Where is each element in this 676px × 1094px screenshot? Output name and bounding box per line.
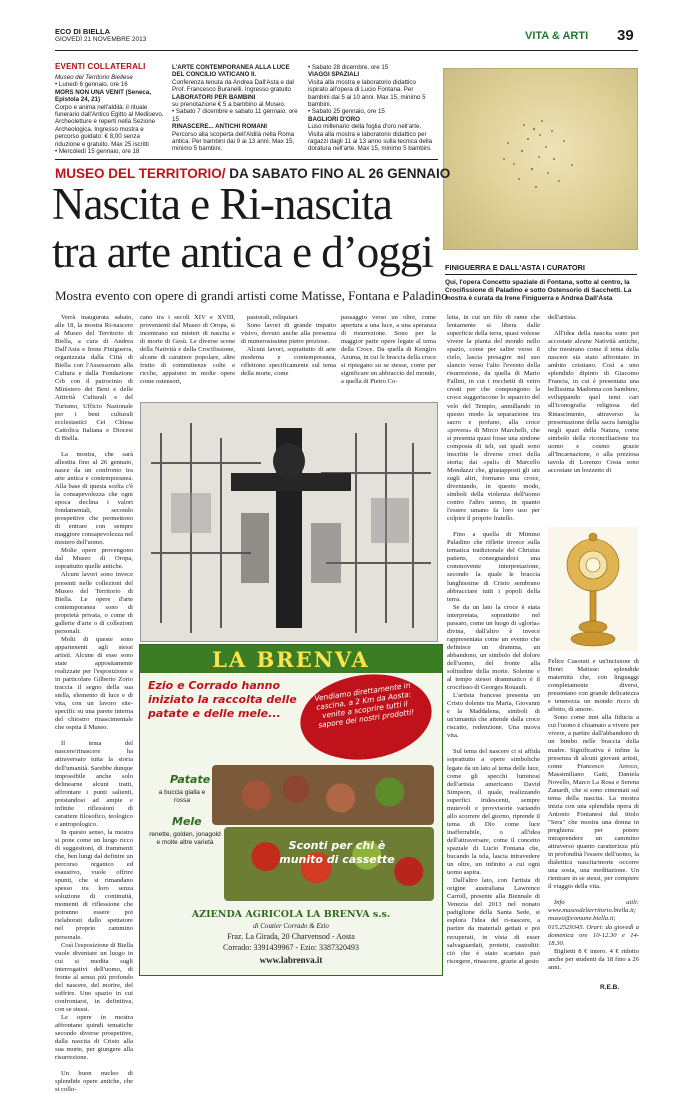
body-column-1: Verrà inaugurata sabato, alle 18, la mostra Ri-nascere al Museo del Territorio di Biella, a cura di Andrea Dall'Asta e Irene Finiguerra, organizzata dalla Città di Biella con l'Assessorato alla Cultura e dalla Fondazione Crb con il patrocinio di Ministero dei Beni e delle Attività Culturali e del Turismo, Ufficio Nazionale per i beni culturali ecclesiastici Cei Chiesa Cattolica Italiana e Diocesi di Biella. La mostra, che sarà allestita fino al 26 gennaio, nasce da un confronto tra arte antica e contemporanea. Alla base di questa scelta c'è la consapevolezza che ogni epoca declina i valori fondamentali, secondo prospettive che permettono di entrare con sempre maggiore consapevolezza nel mistero dell'uomo. Molte opere provengono dal Museo di Oropa, soprattutto quelle antiche. Alcuni lavori sono invece presenti nelle collezioni del Museo del Territorio di Biella. Le opere d'arte contemporanea sono di proprietà privata, o come di gallerie d'arte o di collezioni personali. Molti di queste sono appartenenti agli stessi artisti. Alcune di esse sono state appositamente realizzate per l'esposizione e in particolare Gilberto Zorio traccia il segno della sua stella, elemento di luce e di vita, con un lavoro site-specific su una parete interna del chiostro rinascimentale che ospita il Museo. Il tema del nascere/rinascere ha attraversato tutta la storia dell'umanità. Sarebbe dunque impossibile anche solo delinearne alcuni tratti, affrontare i punti salienti, prestandosi ad ampie e infinite riflessioni di carattere filosofico, teologico e antropologico. In questo senso, la mostra si pone come un luogo ricco di suggestioni, di frammenti che, ben lungi dal definire un percorso organico ed esaustivo, vuole offrire spunti, che si rimandano spesso tra loro senza soluzione di continuità, momenti di riflessione che potranno essere poi rielaborati dallo spettatore nel proprio cammino personale. Così l'esposizione di Biella vuole diventare un luogo in cui si medita sugli interrogativi dell'uomo, di fronte al senso più profondo del nascere, del morire, del soffrire. Uno spazio in cui confrontarsi, in definitiva, con se stessi. Le opere in mostra affrontano quindi tematiche secondo diverse prospettive, dalla nascita di Cristo alla sua morte, per giungere alla risurrezione. Un buon nucleo di splendide opere antiche, che si collo- [55,314,133,1094]
curators-title: FINIGUERRA E DALL'ASTA I CURATORI [445,263,585,272]
ad-potatoes-photo [212,765,434,825]
ad-mele-title: Mele [172,815,202,828]
events-column-3: • Sabato 28 dicembre, ore 15 VIAGGI SPAZIALI Visita alla mostra e laboratorio didattico ispirato all'opera di Lucio Fontana. Per bambini dai 5 ai 10 anni. Max 15, minimo 5 bambini. • Sabato 25 gennaio, ore 15 BAGLIORI D'ORO Luso millenario della foglia d'oro nell'arte. Visita alla mostra e laboratorio didattico per ragazzi dagli 11 ai 13 anno sulla tecnica della doratura nell'arte. Max 15, minimo 5 bambini. [308,64,433,153]
curators-rule [445,274,637,275]
ad-owners: di Coutier Corrado & Ezio [253,922,329,930]
ad-address: Fraz. La Girada, 20 Charvensod - Aosta [227,932,355,941]
ad-promo-bubble [295,666,437,768]
page-number: 39 [617,27,634,44]
ad-patate-text: a buccia gialla e rossa [158,789,206,804]
headline-line-2: tra arte antica e d’oggi [52,227,433,277]
body-column-3: pastorali, reliquiari. Sono lavori di grande impatto visivo, dovuto anche alla presenza di numerosissime pietre preziose. Alcuni lavori, soprattutto di arte moderna e contemporanea, riflettono specificamente sul tema della morte, come [241,314,336,378]
masthead [55,27,635,51]
section-title: VITA & ARTI [525,30,589,42]
body-column-6b: Felice Casorati e un'incisione di Henri Matisse: splendide maternità che, con linguaggi completamente diversi, presentano con grande delicatezza e tenerezza un mondo ricco di affetto, di amore. Sono come inni alla fiducia a cui l'uomo è chiamato a vivere per vivere, a partire dall'abbandono di un bimbo nelle braccia della madre. Significativa è infine la presenza di alcuni giovani artisti, come Francesco Arecco, Massimiliano Gatti, Daniela Novello, Marco La Rosa e Serena Zanardi, che si sono cimentati sul tema della nascita. La mostra inizia con una splendida opera di Antonio Fontanesi dal titolo "Sera" che mostra una donna in preghiera: per potere intraprendere un cammino attraverso quanto caratterizza più in profondità l'essere dell'uomo, la dialettica nascita/morte occorre una sosta, una meditazione. Un rientrare in se stessi, per compiere il viaggio della vita. Info utili: www.museodelterritorio.biella.it; museo@comune.biella.it; 015.2529345. Orari: da giovedì a domenica ore 10-12.30 e 14-18.30. Biglietti 8 € intero. 4 € ridotto anche per studenti da 18 fino a 26 anni. [548,658,639,971]
issue-date: GIOVEDÌ 21 NOVEMBRE 2013 [55,36,147,43]
paladino-crocifissione-image [140,402,438,642]
article-subtitle: Mostra evento con opere di grandi artisti come Matisse, Fontana e Paladino [55,288,448,303]
ostensorio-image [548,527,638,651]
ad-promo-text: Vendiamo direttamente in cascina, a 2 Km da Aosta: venite a scoprire tutti il sapore dei nostri prodotti! [313,680,415,730]
body-column-6: dell'artista. All'idea della nascita sono poi accostate alcune Natività antiche, che mostrano come il tema della nascere sia stato affrontato in ambito cristiano. Così a uno splendido dipinto di Giacomo Francia, in cui è presentata una bellissima Madonna con bambino, sviluppando quel temi cari all'iconografia religiosa del Rinascimento, attraverso la presentazione della sacra famiglia negli spazi della Natura, come simbolo della riconciliazione tra uomo e cosmo grazie all'Incarnazione, o alla preziosa tavola di Lorenzo Costa sono accostate un bozzetto di [548,314,639,474]
ad-mele-text: renette, golden, jonagold e molte altre varietà [149,831,221,846]
ad-company: AZIENDA AGRICOLA LA BRENVA s.s. [191,909,391,920]
body-column-2: cano tra i secoli XIV e XVIII, provenienti dal Museo di Oropa, si incentrano sui misteri di nascita e di morte di Gesù. Le diverse scene della Natività e della Crocifissione, alcune di carattere popolare, altre frutto di committenze colte e ricche, appaiono in molte opere come ostensori, [140,314,235,386]
ad-discount: Sconti per chi è munito di cassette [279,839,395,866]
header-rule [55,50,638,51]
events-rule [55,159,438,160]
events-column-2: L'ARTE CONTEMPORANEA ALLA LUCE DEL CONCILIO VATICANO II. Conferenza tenuta da Andrea Dall'Asta e dal Prof. Francesco Buranelli. Ingresso gratuito LABORATORI PER BAMBINI su prenotazione € 5 a bambino al Museo. • Sabato 7 dicembre e sabato 11 gennaio, ore 15 RINASCERE... ANTICHI ROMANI Percorso alla scoperta dell'Aldilà nella Roma antica. Per bambini dai 9 ai 13 anni. Max 15, minimo 5 bambini. [172,64,298,153]
ad-brand-banner [140,645,442,673]
ad-patate-title: Patate [170,773,211,786]
curators-text: Qui, l'opera Concetto spaziale di Fontana, sotto al centro, la Crocifissione di Paladino e sotto Ostensorio di Sacchetti. La mostra è curata da Irene Finiguerra e Andrea Dall'Asta [445,279,632,302]
events-column-1: Museo del Territorio Biellese • Lunedì 6 gennaio, ore 16 MORS NON UNA VENIT (Seneca, Epistola 24, 21) Corpo e anima nell'aldilà: il rituale funerario dall'Antico Egitto al Medioevo. Archeoletture e reperti nella Sezione Archeologica. Ingresso mostra e percorso guidato: € 8,00 senza riduzione e gratuito. Max 25 iscritti • Mercoledì 15 gennaio, ore 18 [55,74,164,156]
article-kicker: MUSEO DEL TERRITORIO/ DA SABATO FINO AL 26 GENNAIO [55,166,451,181]
headline-line-1: Nascita e Ri-nascita [52,179,392,229]
ad-brand: LA BRENVA [212,647,370,672]
ad-website[interactable]: www.labrenva.it [259,955,323,965]
ad-phones: Corrado: 3391439967 - Ezio: 3387320493 [223,943,359,952]
fontana-concetto-spaziale-image [443,68,638,250]
events-title: EVENTI COLLATERALI [55,62,146,71]
ad-intro: Ezio e Corrado hanno iniziato la raccolta delle patate e delle mele... [148,679,297,720]
body-column-4: passaggio verso un oltre, come apertura a una luce, a una speranza di risurrezione. Sono per la maggior parte opere legate al tema della Croce. Da quella di Kengiro Azuma, in cui le braccia della croce si ripiegano su se stesse, come per significare un abbraccio del mondo, a quella di Pietro Co- [341,314,436,386]
la-brenva-advertisement[interactable] [139,644,443,976]
body-column-5: letta, in cui un filo di rame che lentamente si libera dalle superficie della terra, quasi volesse vivere la pianta del mondo nello spazio, come per salire verso il cielo, lascia presagire nel suo slancio verso l'alto l'evento della risurrezione, da quella di Mario Fallini, in cui i rocchetti di vetro creati per che compongono la croce suggeriscono lo squarcio del velo del Tempio, annullando in questo modo la separazione tra sacro e profano, alla croce «povera» di Mirco Marchelli, che si presenta quasi fosse una sindone composta di teli, sui quali sono inscritte le diverse croci della storia; dai «pali» di Marcello Mondazzi che, giustapposti gli uni sugli altri, formano una croce, diventando, in questo modo, simboli della violenza dell'uomo contro l'altro uomo, in quanto l'essere umano fa loro uso per colpire il proprio fratello. Fino a quella di Mimmo Paladino che riflette invece sulla tematica tradizionale del Christus patiens, consegnandoci una commovente interpretazione, secondo la quale le braccia lunghissime di Cristo sembrano abbracciare tutti i popoli della terra. Se da un lato la croce è stata interpretata, soprattutto nel passato, come un luogo di «gloria» divina, dall'altro è invece rappresentata come un evento che definisce un dramma, un abbandono, un simbolo del dolore dell'uomo, del fronte alla solitudine della morte. Solenne e al tempo stesso drammatico è il crocifisso di Georges Rouault. L'artista francese presenta un Cristo dolente tra Maria, Giovanni e la Maddalena, simboli di un'umanità che attende dalla croce riscatto, redenzione. Una nuova vita. Sul tema del nascere ci si affida soprattutto a opere simboliche legate da un lato al tema delle luce, come gli specchi luminosi dell'artista americano David Simpson, il quale, realizzando superfici iridescenti, sempre mutevoli e provvisorie variando allo scorrere del giorno, riprende il tema di Dio come luce inafferrabile, o all'idea dell'attraversare, come il concetto spaziale di Lucio Fontana che, bucando la tela, lascia intravedere un oltre, un infinito a cui ogni uomo aspira. Dall'altro lato, con l'artista di origine australiana Lawrence Carroll, presente alla Biennale di Venezia del 2013 nel nonato padiglione della Santa Sede, si esplora l'idea del ri-nascere, a partire da materiali gettati e poi recuperati, in vista di esser salvaguardati, protetti, custoditi: ciò che è stato scartato può risorgere, rinascere, grazie al gesto [447,314,541,965]
crucifix-painting [141,403,437,641]
paper-name: ECO DI BIELLA [55,27,111,36]
fontana-holes-pattern [444,69,637,249]
ad-company-bar [140,907,442,973]
events-box [55,62,435,154]
article-signature: R.E.B. [600,984,620,991]
monstrance-drawing [548,527,638,651]
